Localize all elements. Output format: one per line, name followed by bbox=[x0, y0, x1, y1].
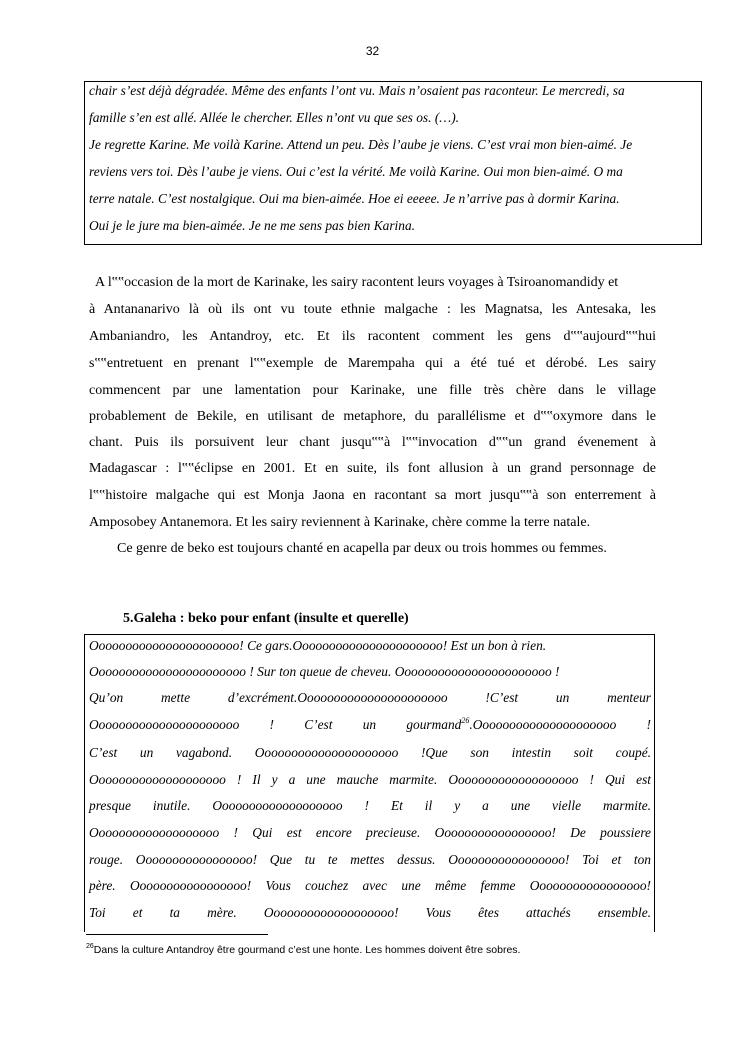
paragraph-line: s‟‟entretuent en prenant l‟‟exemple de Marempaha qui a été tué et dérobé. Les sairy bbox=[89, 356, 656, 371]
song-line-part: .Ooooooooooooooooooooo ! bbox=[469, 717, 651, 732]
song-line: Ooooooooooooooooooooooo ! Sur ton queue de cheveu. Ooooooooooooooooooooooo ! bbox=[89, 664, 560, 679]
song-line: rouge. Ooooooooooooooooo! Que tu te mettes dessus. Ooooooooooooooooo! Toi et ton bbox=[89, 852, 651, 867]
paragraph-line: Madagascar : l‟‟éclipse en 2001. Et en suite, ils font allusion à un grand personnage de bbox=[89, 461, 656, 476]
footnote-reference: 26 bbox=[461, 716, 470, 725]
quote-line: Je regrette Karine. Me voilà Karine. Attend un peu. Dès l’aube je viens. C’est vrai mon bien-aimé. Je bbox=[89, 137, 633, 152]
song-line: C’est un vagabond. Ooooooooooooooooooooo !Que son intestin soit coupé. bbox=[89, 745, 651, 760]
song-line: Ooooooooooooooooooo ! Qui est encore precieuse. Ooooooooooooooooo! De poussiere bbox=[89, 825, 651, 840]
footnote-separator bbox=[86, 934, 268, 935]
paragraph-last-line: Amposobey Antanemora. Et les sairy reviennent à Karinake, chère comme la terre natale. bbox=[89, 515, 591, 530]
song-line: Oooooooooooooooooooo ! Il y a une mauche marmite. Ooooooooooooooooooo ! Qui est bbox=[89, 772, 651, 787]
song-line-part: Oooooooooooooooooooooo ! C’est un gourmand bbox=[89, 717, 462, 732]
page-number: 32 bbox=[365, 44, 380, 58]
section-heading: 5.Galeha : beko pour enfant (insulte et querelle) bbox=[123, 611, 409, 626]
paragraph-first-line: A l‟‟occasion de la mort de Karinake, les sairy racontent leurs voyages à Tsiroanomandidy et bbox=[95, 275, 619, 290]
footnote-text: Dans la culture Antandroy être gourmand c’est une honte. Les hommes doivent être sobres. bbox=[93, 944, 521, 956]
footnote-number: 26 bbox=[86, 943, 94, 950]
song-line: Qu’on mette d’excrément.Oooooooooooooooooooooo !C’est un menteur bbox=[89, 690, 651, 705]
note-line: Ce genre de beko est toujours chanté en acapella par deux ou trois hommes ou femmes. bbox=[117, 541, 607, 556]
quote-line: Oui je le jure ma bien-aimée. Je ne me sens pas bien Karina. bbox=[89, 218, 416, 233]
paragraph-line: Ambaniandro, les Antandroy, etc. Et ils racontent comment les gens d‟‟aujourd‟‟hui bbox=[89, 329, 656, 344]
quote-line: famille s’en est allé. Allée le chercher. Elles n’ont vu que ses os. (…). bbox=[89, 110, 460, 125]
paragraph-line: commencent par une lamentation pour Karinake, une fille très chère dans le village bbox=[89, 383, 656, 398]
quote-line: reviens vers toi. Dès l’aube je viens. Oui c’est la vérité. Me voilà Karine. Oui mon bien-aimé. O ma bbox=[89, 164, 623, 179]
song-line-with-footnote bbox=[89, 717, 651, 733]
quote-line: terre natale. C’est nostalgique. Oui ma bien-aimée. Hoe ei eeeee. Je n’arrive pas à dormir Karina. bbox=[89, 191, 620, 206]
song-line: Oooooooooooooooooooooo! Ce gars.Oooooooooooooooooooooo! Est un bon à rien. bbox=[89, 638, 547, 653]
song-line: Toi et ta mère. Ooooooooooooooooooo! Vous êtes attachés ensemble. bbox=[89, 905, 651, 920]
paragraph-line: probablement de Bekile, en utilisant de metaphore, du parallélisme et d‟‟oxymore dans le bbox=[89, 409, 656, 424]
song-line: père. Ooooooooooooooooo! Vous couchez avec une même femme Ooooooooooooooooo! bbox=[89, 878, 651, 893]
quote-line: chair s’est déjà dégradée. Même des enfants l’ont vu. Mais n’osaient pas raconteur. Le mercredi, sa bbox=[89, 83, 625, 98]
footnote bbox=[86, 944, 520, 956]
song-line: presque inutile. Ooooooooooooooooooo ! Et il y a une vielle marmite. bbox=[89, 798, 651, 813]
paragraph-line: chant. Puis ils porsuivent leur chant jusqu‟‟à l‟‟invocation d‟‟un grand évenement à bbox=[89, 435, 656, 450]
paragraph-line: à Antananarivo là où ils ont vu toute ethnie malgache : les Magnatsa, les Antesaka, les bbox=[89, 302, 656, 317]
paragraph-line: l‟‟histoire malgache qui est Monja Jaona en racontant sa mort jusqu‟‟à son enterrement à bbox=[89, 488, 656, 503]
